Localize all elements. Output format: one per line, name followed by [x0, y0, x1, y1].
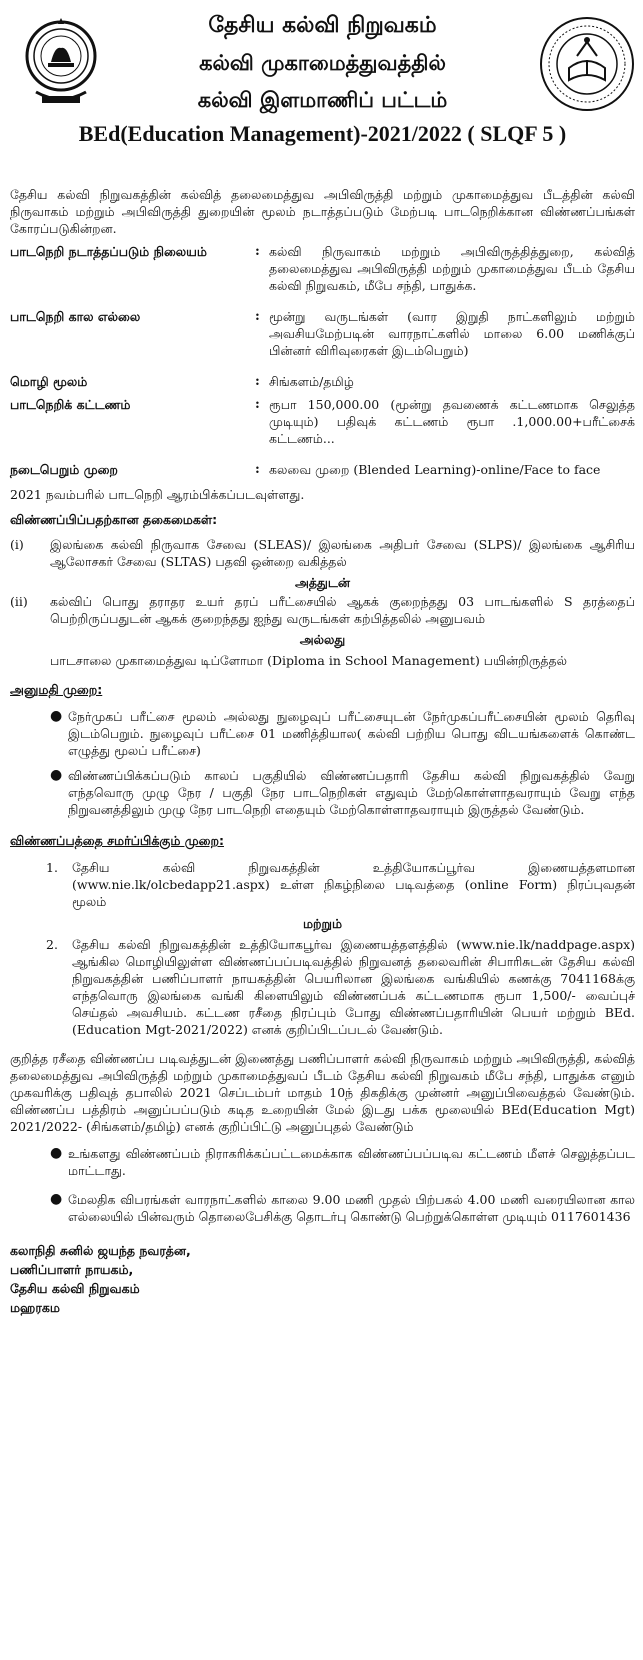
qualification-item-1: [10, 536, 635, 570]
detail-row-mode: [10, 461, 635, 478]
item-text: இலங்கை கல்வி நிருவாக சேவை (SLEAS)/ இலங்கை அதிபர் சேவை (SLPS)/ இலங்கை ஆசிரிய ஆலோசகர் சேவை (SLTAS) பதவி ஒன்றை வகித்தல்: [50, 537, 635, 569]
course-details: [10, 243, 635, 478]
detail-row-duration: [10, 308, 635, 359]
signatory-place: மஹரகம: [10, 1300, 60, 1315]
header: [10, 6, 635, 182]
item-text: தேசிய கல்வி நிறுவகத்தின் உத்தியோகப்பூர்வ இணையத்தளமான (www.nie.lk/olcbedapp21.aspx) உள்ள நிகழ்நிலை படிவத்தை (online Form) நிரப்புவதன் மூலம்: [72, 860, 635, 909]
detail-value: கலவை முறை (Blended Learning)-online/Face to face: [269, 462, 601, 477]
detail-value: மூன்று வருடங்கள் (வார இறுதி நாட்களிலும் மற்றும் அவசியமேற்படின் வாரநாட்களில் மாலை 6.00 மணிக்குப் பின்னர் விரிவுரைகள் இடம்பெறும்): [269, 309, 635, 358]
qualifications-heading: விண்ணப்பிப்பதற்கான தகைமைகள்:: [10, 512, 218, 527]
detail-value: ரூபா 150,000.00 (மூன்று தவணைக் கட்டணமாக செலுத்த முடியும்) பதிவுக் கட்டணம் ரூபா .1,000.00+பரீட்சைக் கட்டணம்...: [269, 397, 635, 446]
or-label: அல்லது: [299, 632, 346, 647]
detail-label: நடைபெறும் முறை: [10, 462, 118, 477]
institute-title: தேசிய கல்வி நிறுவகம்: [208, 13, 437, 38]
item-number: (ii): [10, 594, 28, 609]
bullet-text: மேலதிக விபரங்கள் வாரநாட்களில் காலை 9.00 மணி முதல் பிற்பகல் 4.00 மணி வரையிலான கால எல்லையில் பின்வரும் தொலைபேசிக்கு தொடர்பு கொண்டு பெற்றுக்கொள்ள முடியும் 0117601436: [68, 1192, 635, 1224]
detail-colon: :: [255, 244, 260, 259]
detail-row-fee: [10, 396, 635, 447]
nie-logo-icon: [539, 16, 635, 112]
detail-colon: :: [255, 374, 260, 389]
bullet-text: விண்ணப்பிக்கப்படும் காலப் பகுதியில் விண்ணப்பதாரி தேசிய கல்வி நிறுவகத்தில் வேறு எந்தவொரு முழு நேர / பகுதி நேர பாடநெறிகள் எதுவும் மேற்கொள்ளாதவராயும் வேறு எந்த நிறுவனத்திலும் முழு நேர பாடநெறி எதையும் மேற்கொள்ளாதவராயும் இருத்தல் வேண்டும்.: [68, 768, 635, 817]
and-label-2: மற்றும்: [302, 916, 343, 931]
closing-paragraph: குறித்த ரசீதை விண்ணப்ப படிவத்துடன் இணைத்து பணிப்பாளர் கல்வி நிருவாகம் மற்றும் அபிவிருத்தி, கல்வித் தலைமைத்துவ அபிவிருத்தி மற்றும் முகாமைத்துவப் பீடம் தேசிய கல்வி நிறுவகம் மீபே சந்தி, பாதுக்க எனும் முகவரிக்கு பதிவுத் தபாலில் 2021 செப்டம்பர் மாதம் 10ந் திகதிக்கு முன்னர் அனுப்பிவைத்தல் வேண்டும். விண்ணப்ப பத்திரம் அனுப்பப்படும் கடித உறையின் மேல் இடது பக்க மூலையில் BEd(Education Mgt) 2021/2022- (சிங்களம்/தமிழ்) எனக் குறிப்பிட்டு அனுப்புதல் வேண்டும்: [10, 1051, 635, 1134]
detail-label: பாடநெறி நடாத்தப்படும் நிலையம்: [10, 244, 207, 259]
item-number: 1.: [46, 860, 58, 875]
item-text: கல்விப் பொது தராதர உயர் தரப் பரீட்சையில் ஆகக் குறைந்தது 03 பாடங்களில் S தரத்தைப் பெற்றிருப்பதுடன் ஆகக் குறைந்தது ஐந்து வருடங்கள் கற்பித்தலில் அனுபவம்: [50, 594, 635, 626]
admission-bullet-1: [10, 708, 635, 759]
note-bullet-1: [10, 1145, 635, 1179]
bullet-text: நேர்முகப் பரீட்சை மூலம் அல்லது நுழைவுப் பரீட்சையுடன் நேர்முகப்பரீட்சையின் மூலம் தெரிவு இடம்பெறும். நுழைவுப் பரீட்சை 01 மணித்தியால( கல்வி பற்றிய பொது விடயங்களைக் கொண்ட எழுத்து மூலப் பரீட்சை): [68, 709, 635, 758]
admission-bullet-2: [10, 767, 635, 818]
signatory-name: கலாநிதி சுனில் ஜயந்த நவரத்ன,: [10, 1243, 191, 1258]
item-text: தேசிய கல்வி நிறுவகத்தின் உத்தியோகபூர்வ இணையத்தளத்தில் (www.nie.lk/naddpage.aspx) ஆங்கில மொழியிலுள்ள விண்ணப்பப்படிவத்தில் நிறுவனத் தலைவரின் சிபாரிசுடன் தேசிய கல்வி நிறுவகத்தின் பணிப்பாளர் நாயகத்தின் பெயரிலான இலங்கை வங்கியில் கணக்கு 7041168க்கு எந்தவொரு இலங்கை வங்கி கிளையிலும் விண்ணப்பக் கட்டணமாக ரூபா 1,500/- வைப்புச் செய்தல் அவசியம். கட்டண ரசீதை நிரப்பும் போது விண்ணப்பதாரியின் பெயர் மற்றும் BEd. (Education Mgt-2021/2022) எனக் குறிப்பிடப்படல் வேண்டும்.: [72, 937, 635, 1037]
item-number: 2.: [46, 937, 58, 952]
detail-colon: :: [255, 309, 260, 324]
course-title: BEd(Education Management)-2021/2022 ( SLQF 5 ): [78, 121, 567, 146]
detail-row-medium: [10, 373, 635, 390]
qualification-item-2: [10, 593, 635, 627]
detail-value: கல்வி நிருவாகம் மற்றும் அபிவிருத்தித்துறை, கல்வித் தலைமைத்துவ அபிவிருத்தி மற்றும் முகாமைத்துவ பீடம் தேசிய கல்வி நிறுவகம், மீபே சந்தி, பாதுக்க.: [269, 244, 635, 293]
submission-item-2: [10, 936, 635, 1038]
signatory-org: தேசிய கல்வி நிறுவகம்: [10, 1281, 140, 1296]
detail-colon: :: [255, 397, 260, 412]
program-title-line2: கல்வி இளமாணிப் பட்டம்: [197, 88, 448, 112]
detail-label: மொழி மூலம்: [10, 374, 88, 389]
submission-heading: விண்ணப்பத்தை சமர்ப்பிக்கும் முறை:: [10, 833, 224, 848]
bullet-icon: ●: [50, 1191, 63, 1207]
bullet-text: உங்களது விண்ணப்பம் நிராகரிக்கப்பட்டமைக்காக விண்ணப்பப்படிவ கட்டணம் மீளச் செலுத்தப்பட மாட்டாது.: [68, 1146, 635, 1178]
signatory-title: பணிப்பாளர் நாயகம்,: [10, 1262, 134, 1277]
bullet-icon: ●: [50, 708, 63, 724]
item-number: [10, 652, 50, 669]
item-text: பாடசாலை முகாமைத்துவ டிப்ளோமா (Diploma in School Management) பயின்றிருத்தல்: [50, 653, 568, 668]
detail-value: சிங்களம்/தமிழ்: [269, 374, 354, 389]
submission-item-1: [10, 859, 635, 910]
qualification-item-3: [10, 652, 635, 669]
sri-lanka-emblem-icon: [20, 10, 102, 110]
note-bullet-2: [10, 1191, 635, 1225]
detail-row-venue: [10, 243, 635, 294]
program-title-line1: கல்வி முகாமைத்துவத்தில்: [199, 51, 446, 75]
and-label: அத்துடன்: [295, 575, 350, 590]
signature-block: [10, 1241, 635, 1317]
detail-label: பாடநெறிக் கட்டணம்: [10, 397, 131, 412]
detail-colon: :: [255, 462, 260, 477]
bullet-icon: ●: [50, 767, 63, 783]
item-number: (i): [10, 537, 24, 552]
start-note: 2021 நவம்பரில் பாடநெறி ஆரம்பிக்கப்படவுள்ளது.: [10, 487, 305, 502]
detail-label: பாடநெறி கால எல்லை: [10, 309, 141, 324]
admission-heading: அனுமதி முறை:: [10, 682, 103, 697]
bullet-icon: ●: [50, 1145, 63, 1161]
intro-paragraph: தேசிய கல்வி நிறுவகத்தின் கல்வித் தலைமைத்துவ அபிவிருத்தி மற்றும் முகாமைத்துவ பீடத்தின் கல்வி நிருவாகம் மற்றும் அபிவிருத்தி துறையின் மூலம் நடாத்தப்படும் மேற்படி பாடநெறிக்கான விண்ணப்பங்கள் கோரப்படுகின்றன.: [10, 187, 635, 236]
